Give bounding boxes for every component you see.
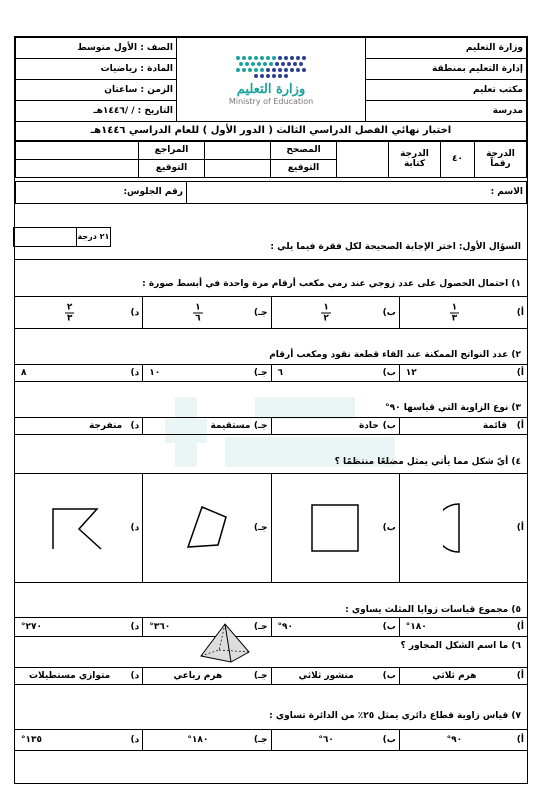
score-box-label: ٢١ درجة [76,228,110,246]
ministry-label: وزارة التعليم [366,38,527,59]
question-3-text: ٣) نوع الزاوية التي قياسها ٩٠° [385,403,521,413]
option-c[interactable]: جـ) ٣٦٠° [142,618,270,636]
exam-header [15,37,527,122]
score-box-field[interactable] [14,228,76,246]
student-info-row [15,181,527,204]
section-divider [15,259,527,260]
degree-digits-label: الدرجة رقماً [475,141,527,177]
student-name-label[interactable]: الاسم : [187,181,527,203]
fraction: $\frac{١}{٦}$ [195,302,201,323]
signature-field-1[interactable] [205,159,271,177]
question-6-options [15,667,527,685]
option-d[interactable]: د) $\frac{٢}{٣}$ [66,302,140,323]
question-4-options [15,473,527,583]
option-c[interactable]: جـ) [142,474,270,582]
question-2-text: ٢) عدد النواتج الممكنة عند القاء قطعة نقود ومكعب أرقام [269,350,521,360]
option-b[interactable]: ب) ٩٠° [271,618,399,636]
office-label: مكتب تعليم [366,80,527,101]
signature-label-1: التوقيع [271,159,337,177]
time-label: الزمن : ساعتان [16,80,177,101]
option-d[interactable]: د) ١٣٥° [21,735,140,745]
section-title: السؤال الأول: اختر الإجابة الصحيحة لكل فقرة فيما يلي : [270,242,521,252]
signature-field-2[interactable] [16,159,139,177]
option-a[interactable]: أ) ١٢ [399,365,527,381]
reviewer-label: المراجع [139,141,205,159]
grading-table [15,141,527,178]
option-b[interactable]: ب) $\frac{١}{٢}$ [271,297,399,328]
square-icon [308,501,362,555]
question-1-text: ١) احتمال الحصول على عدد زوجي عند رمي مكعب أرقام مرة واحدة في أبسط صورة : [142,279,521,289]
option-a[interactable]: أ) هرم ثلاثي [399,668,527,684]
fraction: $\frac{١}{٢}$ [323,302,329,323]
option-b[interactable]: ب) ٦٠° [271,730,399,750]
reviewer-field[interactable] [16,141,139,159]
question-3-options [15,417,527,435]
question-6-text: ٦) ما اسم الشكل المجاور ؟ [400,641,521,651]
square-pyramid-icon [195,622,255,664]
school-label: مدرسة [366,101,527,122]
question-7-options [15,729,527,751]
option-a[interactable]: أ) ٩٠° [399,730,527,750]
option-b[interactable]: ب) ٦ [271,365,399,381]
option-a[interactable]: أ) [399,474,527,582]
option-a[interactable]: أ) قائمة [399,418,527,434]
fraction: $\frac{٢}{٣}$ [66,302,73,323]
option-a[interactable]: أ) ١٨٠° [399,618,527,636]
option-d[interactable]: د) ٢٧٠° [21,622,140,632]
question-1-options [15,296,527,329]
question-4-text: ٤) أيّ شكل مما يأتي يمثل مضلعًا منتظمًا ؟ [334,457,521,467]
question-7-text: ٧) قياس زاوية قطاع دائري يمثل ٢٥٪ من الدائرة تساوي : [269,711,521,721]
irregular-quadrilateral-icon [182,503,232,553]
option-c[interactable]: جـ) ١٠ [142,365,270,381]
grade-label: الصف : الأول متوسط [16,38,177,59]
degree-words-field[interactable] [337,141,389,177]
score-box [13,227,111,247]
logo-dots-icon [232,54,310,80]
option-c[interactable]: جـ) $\frac{١}{٦}$ [142,297,270,328]
exam-title: اختبار نهائي الفصل الدراسي الثالث ( الدور الأول ) للعام الدراسي ١٤٤٦هـ [16,122,527,140]
option-b[interactable]: ب) منشور ثلاثي [271,668,399,684]
degree-value: ٤٠ [441,141,475,177]
semicircle-icon [443,498,483,558]
exam-title-row [15,122,527,141]
option-d[interactable]: د) ٨ [21,368,140,378]
option-a[interactable]: أ) $\frac{١}{٣}$ [399,297,527,328]
seat-number-label[interactable]: رقم الجلوس: [16,181,187,203]
date-label: التاريخ : / /١٤٤٦هـ [16,101,177,122]
exam-page [14,36,528,784]
question-5-text: ٥) مجموع قياسات زوايا المثلث يساوي : [345,605,521,615]
logo-arabic-text: وزارة التعليم [236,81,306,97]
ministry-logo [176,38,365,122]
option-c[interactable]: جـ) مستقيمة [142,418,270,434]
corrector-label: المصحح [271,141,337,159]
option-d[interactable]: د) متوازي مستطيلات [28,671,140,681]
option-c[interactable]: جـ) ١٨٠° [142,730,270,750]
option-d[interactable]: د) منفرجة [88,421,140,431]
question-2-options [15,364,527,382]
subject-label: المادة : رياضيات [16,59,177,80]
fraction: $\frac{١}{٣}$ [451,302,458,323]
open-chevron-shape-icon [49,503,109,553]
logo-english-text: Ministry of Education [228,96,314,106]
question-5-options [15,617,527,637]
option-b[interactable]: ب) [271,474,399,582]
degree-words-label: الدرجة كتابة [389,141,441,177]
option-b[interactable]: ب) حادة [271,418,399,434]
option-c[interactable]: جـ) هرم رباعي [142,668,270,684]
admin-label: إدارة التعليم بمنطقة [366,59,527,80]
signature-label-2: التوقيع [139,159,205,177]
option-d[interactable]: د) [15,474,142,582]
corrector-field[interactable] [205,141,271,159]
